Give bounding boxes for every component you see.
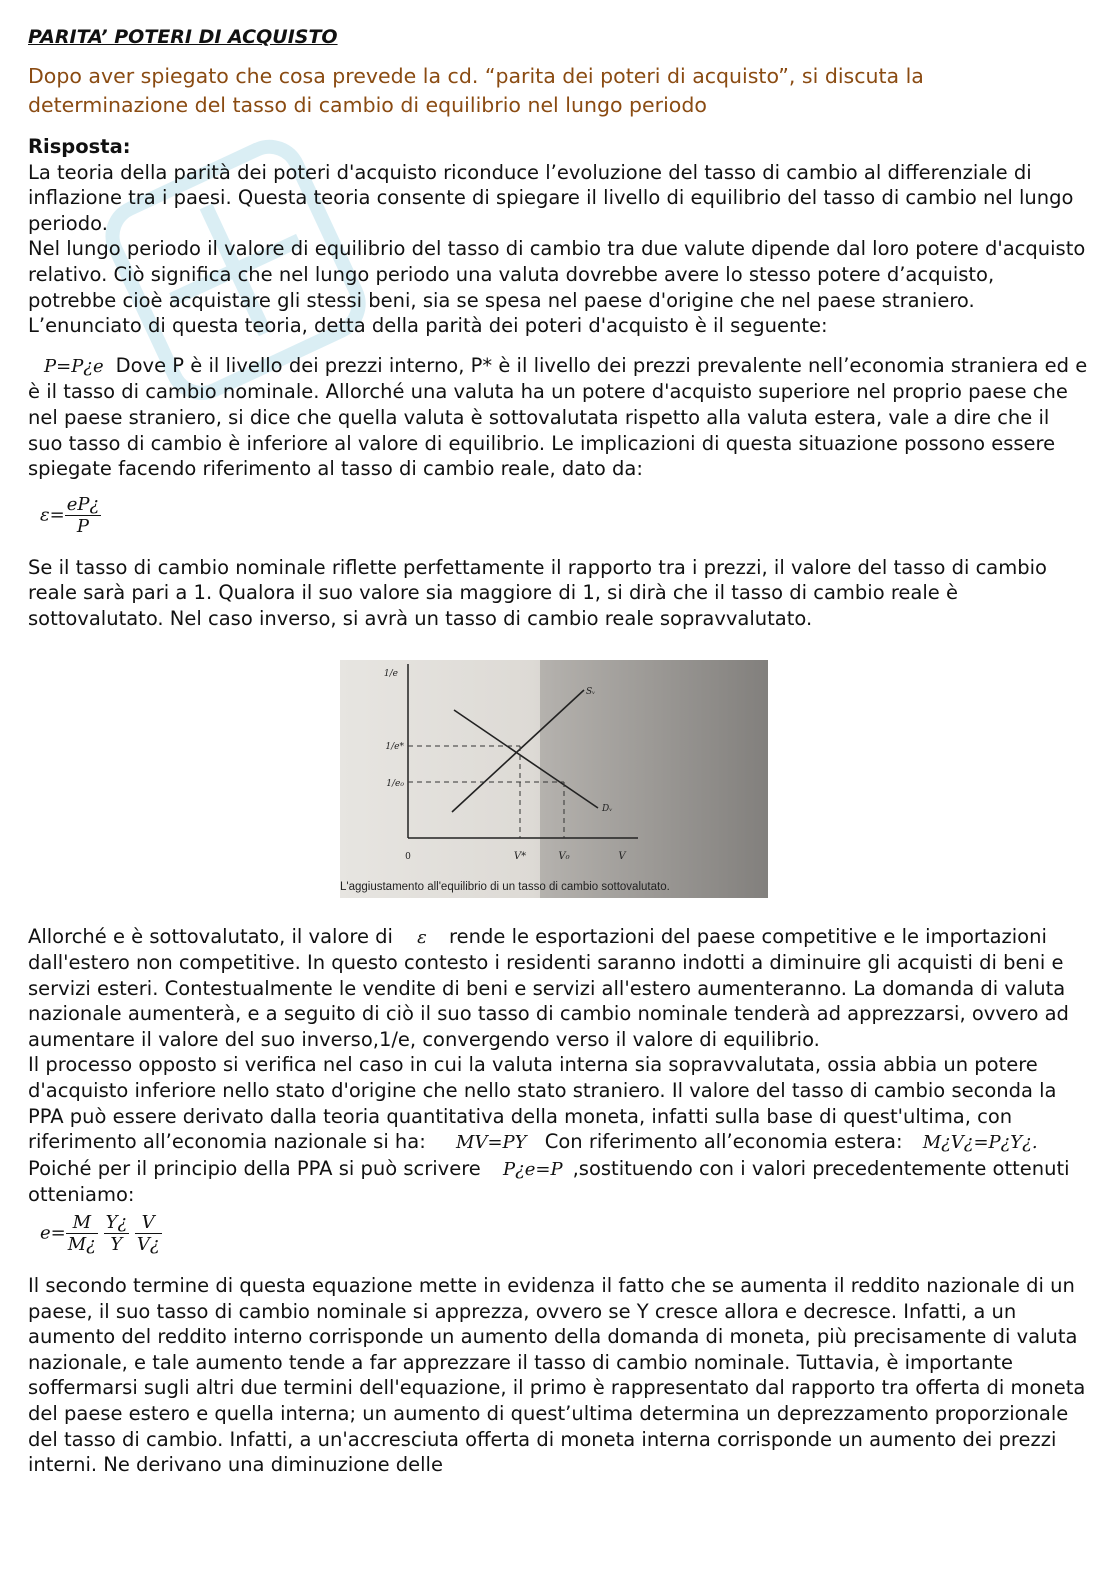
paragraph-4: Se il tasso di cambio nominale riflette perfettamente il rapporto tra i prezzi, il valore del tasso di cambio reale sarà pari a 1. Qualora il suo valore sia maggiore di 1, si dirà che il tasso di cambio reale è sottovalutato. Nel caso inverso, si avrà un tasso di cambio reale sopravvalutato. [28,555,1047,630]
y-axis-label: 1/e [383,669,398,679]
demand-label: Dᵥ [602,804,613,814]
paragraph-6: Il processo opposto si verifica nel caso in cui la valuta interna sia sopravvalutata, ossia abbia un potere d'acquisto inferiore nello stato d'origine che nello stato straniero. Il valore del tasso di cambio seconda la PPA può essere derivato dalla teoria quantitativa della moneta, infatti sulla base di quest'ultima, con riferimento all’economia nazionale si ha: MV=PY Con riferimento all’economia estera: M¿V¿=P¿Y¿. Poiché per il principio della PPA si può scrivere P¿e=P ,sostituendo con i valori precedentemente ottenuti otteniamo: [28,1053,1070,1207]
paragraph-5: Allorché e è sottovalutato, il valore di ε rende le esportazioni del paese competitive e le importazioni dall'estero non competitive. In questo contesto i residenti saranno indotti a diminuire gli acquisti di beni e servizi esteri. Contestualmente le vendite di beni e servizi all'estero aumenteranno. La domanda di valuta nazionale aumenterà, e a seguito di ciò il suo tasso di cambio nominale tenderà ad apprezzarsi, ovvero ad aumentare il valore del suo inverso,1/e, convergendo verso il valore di equilibrio. [28,924,1069,1051]
y-tick-initial: 1/e₀ [386,779,404,789]
formula-ppp-rewritten: P¿e=P [503,1158,563,1180]
page-title: PARITA’ POTERI DI ACQUISTO [28,26,338,48]
x-tick-equilibrium: V* [513,851,527,862]
formula-real-exchange-rate: ε= $\frac{eP¿}{P}$ [40,493,100,537]
paragraph-2: Nel lungo periodo il valore di equilibrio del tasso di cambio tra due valute dipende dal loro potere d'acquisto relativo. Ciò significa che nel lungo periodo una valuta dovrebbe avere lo stesso potere d’acquisto, potrebbe cioè acquistare gli stessi beni, sia se spesa nel paese d'origine che nel paese straniero. L’enunciato di questa teoria, detta della parità dei poteri d'acquisto è il seguente: [28,237,1086,338]
answer-label: Risposta: [28,135,131,158]
formula-quantity-foreign: M¿V¿=P¿Y¿. [922,1132,1038,1154]
paragraph-3 [28,353,1088,482]
formula-quantity-domestic: MV=PY [456,1132,527,1154]
paragraph-3-text: Dove P è il livello dei prezzi interno, P* è il livello dei prezzi prevalente nell’economia straniera ed e è il tasso di cambio nominale. Allorché una valuta ha un potere d'acquisto superiore nel proprio paese che nel paese straniero, si dice che quella valuta è sottovalutata rispetto alla valuta estera, vale a dire che il suo tasso di cambio è inferiore al valore di equilibrio. Le implicazioni di questa situazione possono essere spiegate facendo riferimento al tasso di cambio reale, dato da: [28,353,1088,481]
exchange-rate-figure [340,660,768,898]
paragraph-1: La teoria della parità dei poteri d'acquisto riconduce l’evoluzione del tasso di cambio al differenziale di inflazione tra i paesi. Questa teoria consente di spiegare il livello di equilibrio del tasso di cambio nel lungo periodo. [28,160,1074,235]
paragraph-7: Il secondo termine di questa equazione mette in evidenza il fatto che se aumenta il reddito nazionale di un paese, il suo tasso di cambio nominale si apprezza, ovvero se Y cresce allora e decresce. Infatti, a un aumento del reddito interno corrisponde un aumento della domanda di moneta, più precisamente di valuta nazionale, e tale aumento tende a far apprezzare il tasso di cambio nominale. Tuttavia, è importante soffermarsi sugli altri due termini dell'equazione, il primo è rappresentato dal rapporto tra offerta di moneta del paese estero e quella interna; un aumento di quest’ultima determina un deprezzamento proporzionale del tasso di cambio. Infatti, a un'accresciuta offerta di moneta interna corrisponde un aumento dei prezzi interni. Ne derivano una diminuzione delle [28,1274,1086,1477]
formula-exchange-rate-quantity: e= $\frac{M}{M¿}$ $\frac{Y¿}{Y}$ $\frac{V}{V¿}$ [40,1212,160,1256]
y-tick-equilibrium: 1/e* [385,742,404,752]
x-axis-label: V [618,851,626,862]
figure-caption: L'aggiustamento all'equilibrio di un tasso di cambio sottovalutato. [340,881,670,893]
origin-label: 0 [405,852,411,862]
epsilon-symbol: ε [417,926,427,948]
formula-ppp: P=P¿e [44,355,104,377]
x-tick-initial: V₀ [558,851,570,862]
supply-label: Sᵥ [586,687,596,697]
exam-question: Dopo aver spiegato che cosa prevede la cd. “parita dei poteri di acquisto”, si discuta la determinazione del tasso di cambio di equilibrio nel lungo periodo [28,64,924,117]
